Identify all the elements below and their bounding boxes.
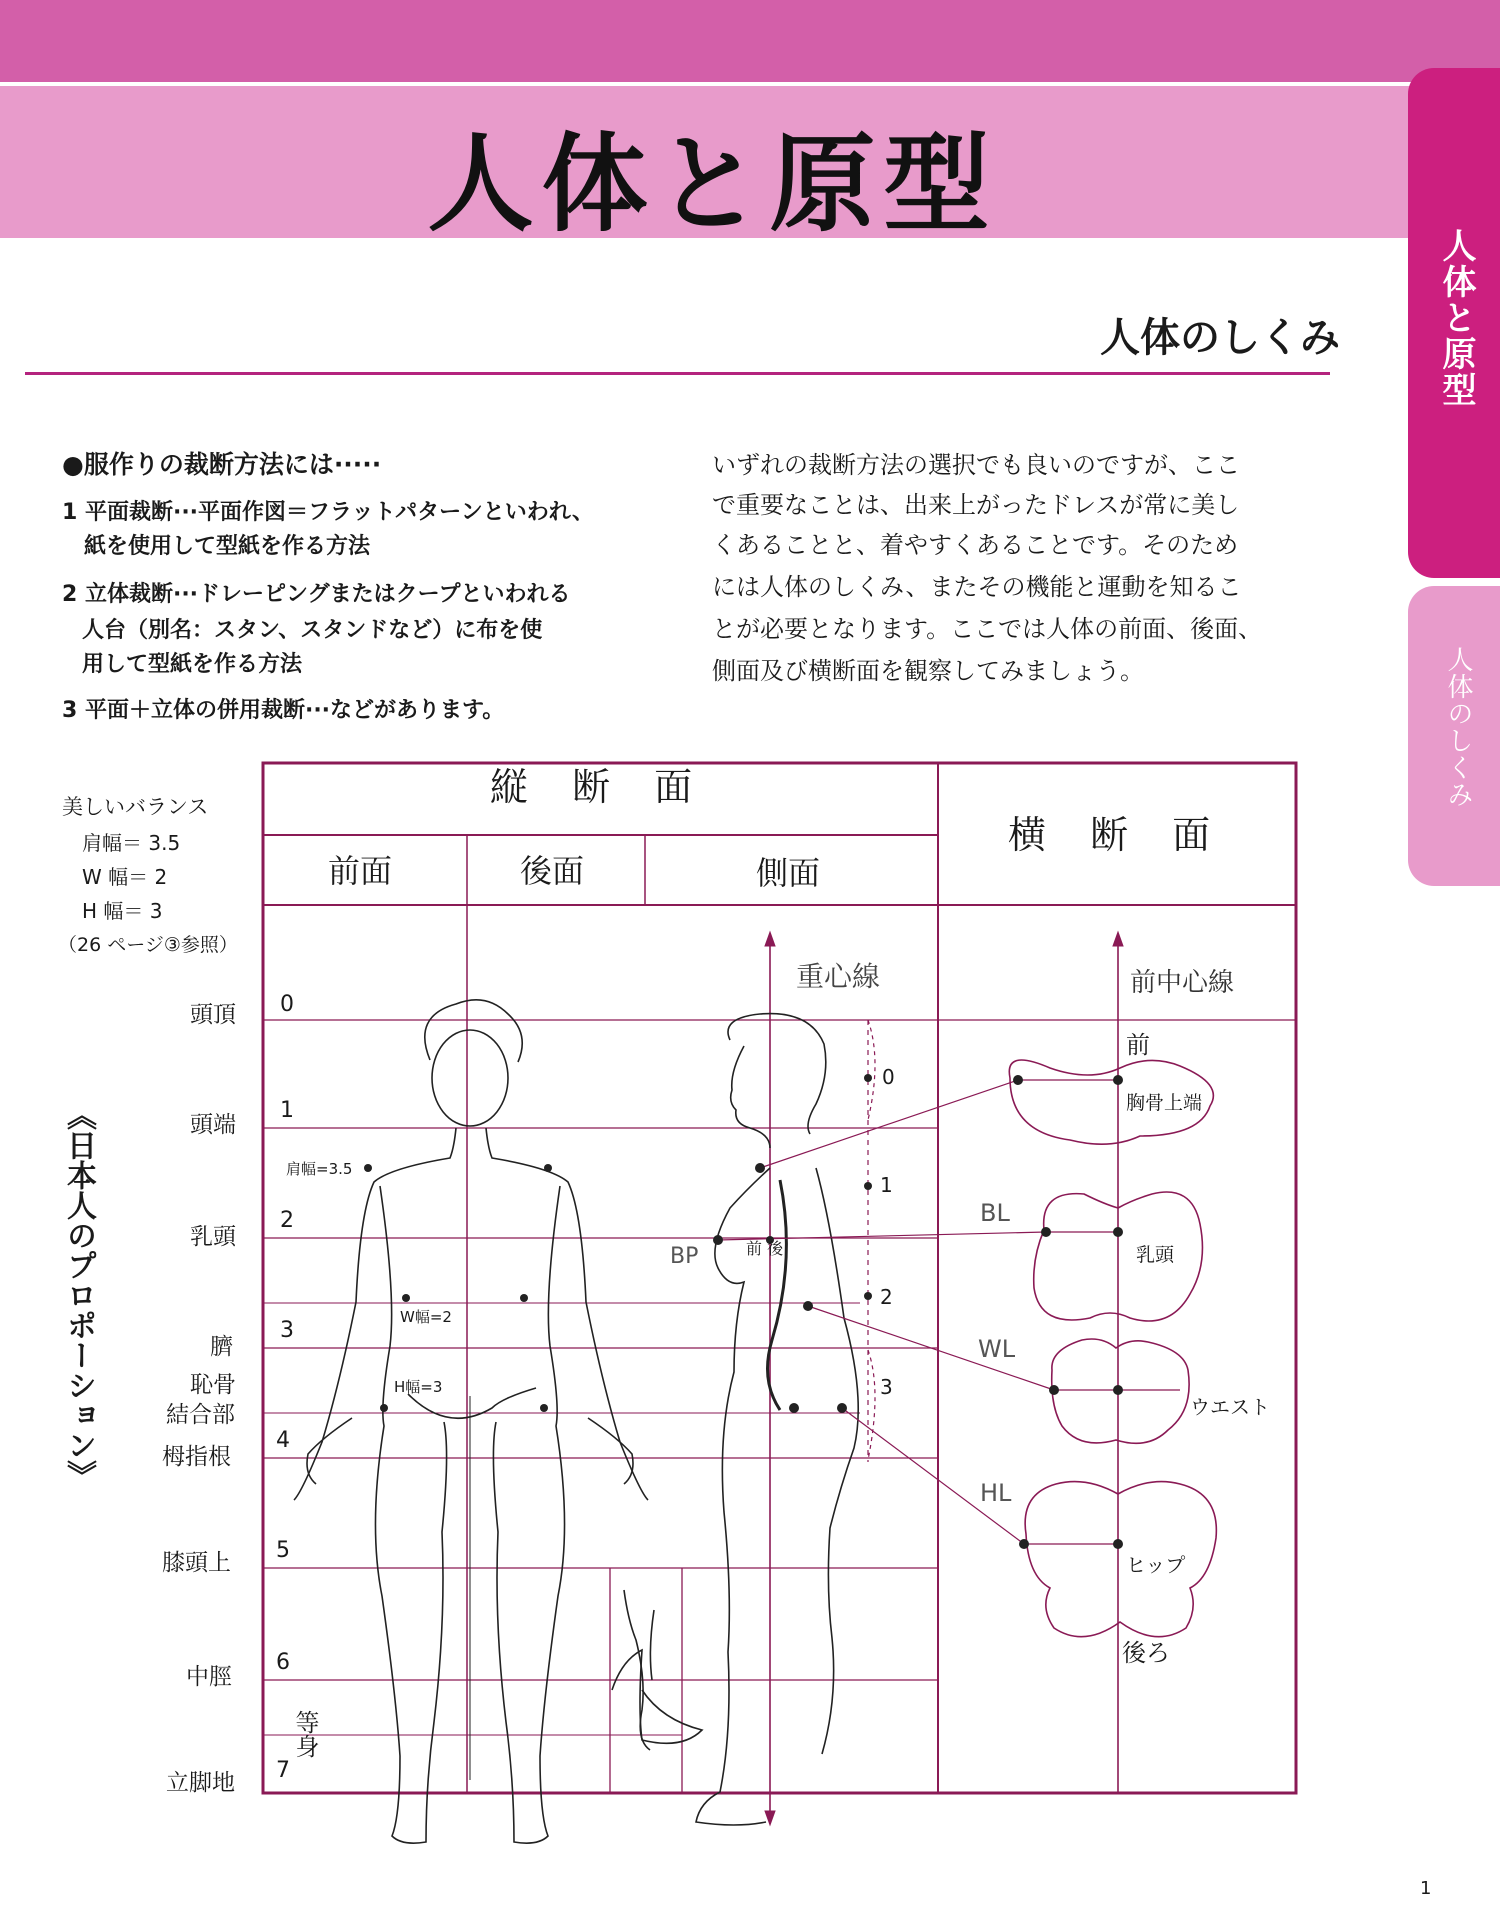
section-title: 人体のしくみ — [1100, 314, 1340, 361]
level-name: 結合部 — [166, 1402, 235, 1428]
paragraph-line: 側面及び横断面を観察してみましょう。 — [712, 657, 1144, 685]
level-name: 恥骨 — [190, 1372, 236, 1398]
level-number: 2 — [280, 1208, 294, 1233]
level-number: 7 — [276, 1758, 290, 1783]
level-number: 6 — [276, 1650, 290, 1675]
level-number: 3 — [280, 1318, 294, 1343]
equal-body-label: 等身 — [291, 1710, 319, 1758]
paragraph-line: には人体のしくみ、またその機能と運動を知るこ — [712, 573, 1242, 601]
arrow-head — [1113, 932, 1123, 946]
level-name: 頭端 — [190, 1112, 236, 1138]
level-number: 0 — [280, 992, 294, 1017]
division-bracket — [868, 1350, 875, 1460]
balance-waist: W 幅＝ 2 — [82, 865, 168, 889]
side-figure — [612, 1014, 858, 1825]
balance-hip: H 幅＝ 3 — [82, 899, 163, 923]
hip-label: ヒップ — [1126, 1553, 1186, 1577]
front-back-label: 前 後 — [746, 1239, 784, 1258]
paragraph-line: くあることと、着やすくあることです。そのため — [712, 531, 1239, 559]
intro-item-1-cont: 紙を使用して型紙を作る方法 — [84, 534, 371, 559]
arrow-head — [765, 1811, 775, 1825]
level-name: 臍 — [210, 1334, 233, 1360]
front-hip-label: H幅=3 — [394, 1378, 443, 1396]
bust-line-label: BL — [980, 1199, 1010, 1227]
intro-item-1: 1 平面裁断···平面作図＝フラットパターンといわれ、 — [62, 500, 595, 525]
level-number: 5 — [276, 1538, 290, 1563]
level-number: 4 — [276, 1428, 290, 1453]
page-number: 1 — [1420, 1878, 1432, 1899]
front-shoulder-label: 肩幅=3.5 — [286, 1160, 353, 1178]
arrow-head — [765, 932, 775, 946]
division-2: 2 — [880, 1285, 893, 1309]
sternum-label: 胸骨上端 — [1126, 1092, 1203, 1114]
balance-title: 美しいバランス — [62, 795, 209, 819]
balance-shoulder: 肩幅＝ 3.5 — [82, 831, 181, 855]
column-back: 後面 — [520, 852, 585, 890]
column-side: 側面 — [756, 854, 821, 892]
intro-item-2: 2 立体裁断···ドレーピングまたはクープといわれる — [62, 582, 571, 607]
level-number: 1 — [280, 1098, 294, 1123]
division-bracket — [868, 1020, 875, 1120]
level-name: 立脚地 — [166, 1770, 235, 1796]
bp-label: BP — [670, 1244, 699, 1269]
level-name: 乳頭 — [190, 1224, 236, 1250]
front-figure — [294, 1000, 648, 1843]
waist-line-label: WL — [978, 1335, 1016, 1363]
cross-section-header: 横 断 面 — [1008, 813, 1227, 857]
front-label: 前 — [1126, 1031, 1150, 1059]
intro-item-2-cont: 人台（別名：スタン、スタンドなど）に布を使 — [82, 618, 543, 643]
waist-label: ウエスト — [1190, 1395, 1270, 1419]
column-front: 前面 — [328, 852, 393, 890]
front-waist-label: W幅=2 — [400, 1308, 452, 1326]
nipple-label: 乳頭 — [1136, 1244, 1175, 1266]
connector-lines — [718, 1080, 1180, 1544]
center-front-label: 前中心線 — [1130, 968, 1235, 998]
back-label: 後ろ — [1122, 1639, 1170, 1667]
level-name: 膝頭上 — [162, 1550, 231, 1576]
paragraph-line: いずれの裁断方法の選択でも良いのですが、ここ — [712, 451, 1240, 479]
paragraph-line: で重要なことは、出来上がったドレスが常に美し — [712, 491, 1240, 519]
level-name: 栂指根 — [162, 1444, 231, 1470]
level-name: 頭頂 — [190, 1002, 236, 1028]
division-3: 3 — [880, 1375, 893, 1399]
vertical-section-header: 縦 断 面 — [490, 765, 709, 809]
intro-heading: ●服作りの裁断方法には····· — [62, 450, 382, 479]
proportion-caption: 《日本人のプロポーション》 — [61, 1100, 96, 1490]
division-1: 1 — [880, 1173, 893, 1197]
chapter-title: 人体と原型 — [427, 121, 998, 246]
tab-chapter-label: 人体と原型 — [1436, 228, 1476, 408]
division-0: 0 — [882, 1065, 895, 1089]
level-name: 中脛 — [186, 1664, 232, 1690]
tab-section-label: 人体のしくみ — [1443, 646, 1473, 808]
intro-item-3: 3 平面＋立体の併用裁断···などがあります。 — [62, 698, 505, 723]
hip-line-label: HL — [980, 1479, 1012, 1507]
intro-item-2-cont2: 用して型紙を作る方法 — [82, 652, 303, 677]
section-hip — [1025, 1482, 1216, 1637]
gravity-line-label: 重心線 — [796, 960, 881, 993]
balance-reference: （26 ページ③参照） — [58, 934, 238, 956]
paragraph-line: とが必要となります。ここでは人体の前面、後面、 — [712, 615, 1263, 643]
